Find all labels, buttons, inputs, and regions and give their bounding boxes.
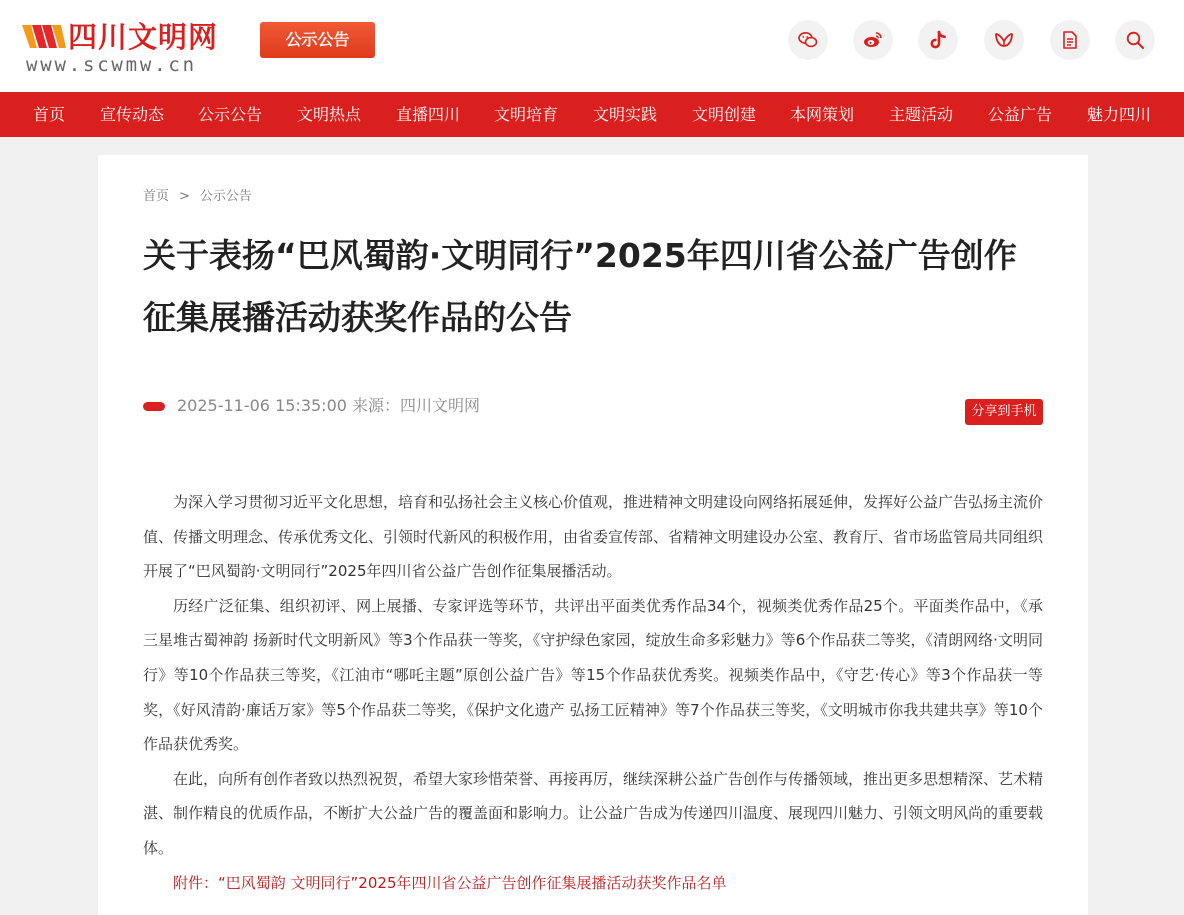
nav-item-hotspots[interactable]: 文明热点: [297, 105, 362, 124]
article-meta: [143, 393, 480, 416]
nav-item-charm[interactable]: 魅力四川: [1087, 105, 1152, 124]
site-url: www.scwmw.cn: [26, 54, 197, 76]
nav-item-creation[interactable]: 文明创建: [692, 105, 757, 124]
nav-item-live[interactable]: 直播四川: [396, 105, 461, 124]
article-container: [98, 155, 1088, 915]
kuaishou-icon: [993, 29, 1015, 51]
logo-mark-icon: [22, 22, 66, 52]
search-icon: [1124, 29, 1146, 51]
nav-item-practice[interactable]: 文明实践: [593, 105, 658, 124]
document-icon: [1059, 29, 1081, 51]
kuaishou-button[interactable]: [984, 20, 1024, 60]
breadcrumb-home[interactable]: 首页: [143, 189, 170, 204]
search-button[interactable]: [1115, 20, 1155, 60]
nav-item-events[interactable]: 主题活动: [889, 105, 954, 124]
nav-item-cultivation[interactable]: 文明培育: [494, 105, 559, 124]
weibo-icon: [862, 29, 884, 51]
article-paragraph: 历经广泛征集、组织初评、网上展播、专家评选等环节，共评出平面类优秀作品34个，视频类优秀作品25个。平面类作品中，《承三星堆古蜀神韵 扬新时代文明新风》等3个作品获一等奖，《守护绿色家园，绽放生命多彩魅力》等6个作品获二等奖，《清朗网络·文明同行》等10个作品获三等奖，《江油市“哪吒主题”原创公益广告》等15个作品获优秀奖。视频类作品中，《守艺·传心》等3个作品获一等奖，《好风清韵·廉话万家》等5个作品获二等奖，《保护文化遗产 弘扬工匠精神》等7个作品获三等奖，《文明城市你我共建共享》等10个作品获优秀奖。: [143, 596, 1043, 754]
breadcrumb-separator: >: [179, 189, 190, 204]
share-to-phone-button[interactable]: 分享到手机: [965, 399, 1043, 425]
douyin-icon: [927, 29, 949, 51]
breadcrumb: [143, 185, 252, 204]
site-logo[interactable]: [22, 20, 222, 76]
site-header: [0, 0, 1184, 92]
article-paragraph: 在此，向所有创作者致以热烈祝贺，希望大家珍惜荣誉、再接再厉，继续深耕公益广告创作与传播领域，推出更多思想精深、艺术精湛、制作精良的优质作品，不断扩大公益广告的覆盖面和影响力。让公益广告成为传递四川温度、展现四川魅力、引领文明风尚的重要载体。: [143, 769, 1044, 857]
article-date-source: 2025-11-06 15:35:00 来源：四川文明网: [177, 396, 481, 415]
nav-item-news[interactable]: 宣传动态: [100, 105, 165, 124]
nav-item-features[interactable]: 本网策划: [790, 105, 855, 124]
breadcrumb-current[interactable]: 公示公告: [199, 189, 252, 204]
nav-item-psa[interactable]: 公益广告: [988, 105, 1053, 124]
wechat-icon: [797, 29, 819, 51]
nav-item-home[interactable]: 首页: [33, 105, 66, 124]
site-name: 四川文明网: [68, 20, 219, 54]
main-nav: [0, 92, 1184, 137]
meta-marker-icon: [143, 402, 165, 411]
article-paragraph: 为深入学习贯彻习近平文化思想，培育和弘扬社会主义核心价值观，推进精神文明建设向网络拓展延伸，发挥好公益广告弘扬主流价值、传播文明理念、传承优秀文化、引领时代新风的积极作用，由省委宣传部、省精神文明建设办公室、教育厅、省市场监管局共同组织开展了“巴风蜀韵·文明同行”2025年四川省公益广告创作征集展播活动。: [143, 493, 1044, 581]
document-button[interactable]: [1050, 20, 1090, 60]
section-badge[interactable]: 公示公告: [260, 22, 375, 58]
wechat-button[interactable]: [788, 20, 828, 60]
nav-item-notices[interactable]: 公示公告: [198, 105, 263, 124]
douyin-button[interactable]: [918, 20, 958, 60]
article-title: 关于表扬“巴风蜀韵·文明同行”2025年四川省公益广告创作征集展播活动获奖作品的公告: [143, 236, 1017, 337]
article-body: [143, 485, 1043, 900]
weibo-button[interactable]: [853, 20, 893, 60]
attachment-link[interactable]: 附件：“巴风蜀韵 文明同行”2025年四川省公益广告创作征集展播活动获奖作品名单: [173, 873, 727, 892]
